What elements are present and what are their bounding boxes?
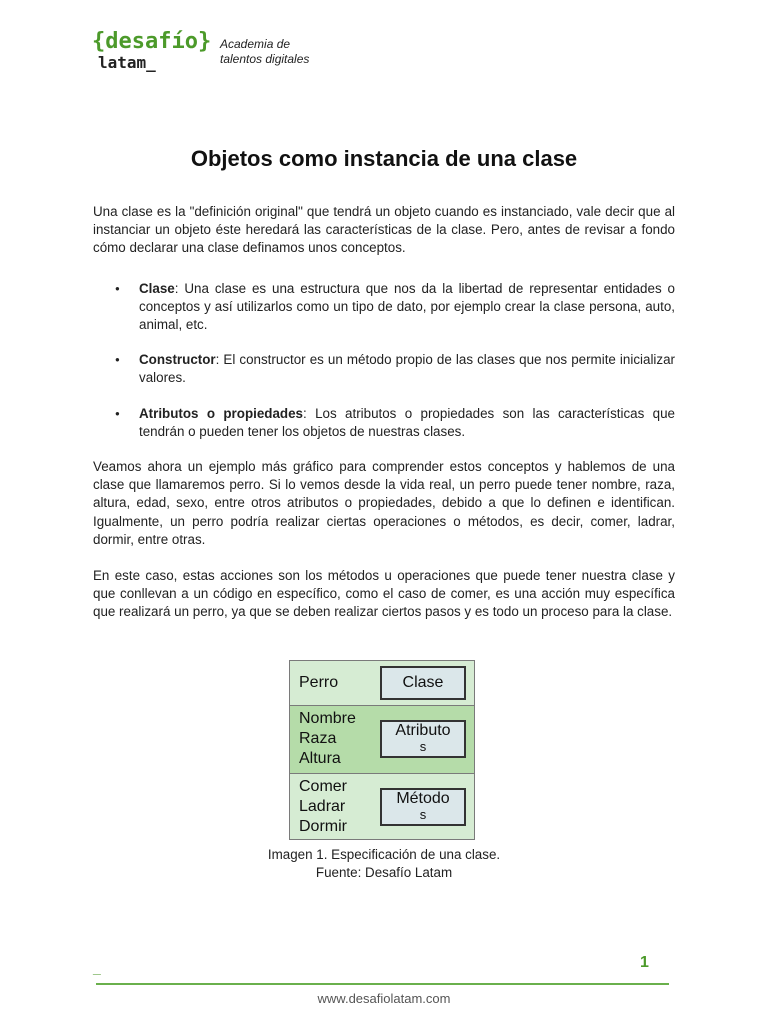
- logo-brand-text: {desafío}: [92, 29, 212, 54]
- intro-paragraph: Una clase es la "definición original" que tendrá un objeto cuando es instanciado, vale decir que al instanciar un objeto éste heredará las características de la clase. Pero, antes de revisar a fondo cómo declarar una clase definamos unos conceptos.: [93, 204, 675, 256]
- desafio-latam-logo: [92, 30, 211, 72]
- website-link[interactable]: www.desafiolatam.com: [317, 991, 451, 1006]
- document-body: [93, 203, 675, 622]
- definition-atributos: : Los atributos o propiedades son las características que tendrán o pueden tener los objetos de nuestras clases.: [139, 405, 675, 439]
- figure-caption: [0, 846, 768, 882]
- term-constructor: Constructor: [139, 352, 216, 368]
- methods-tag: [380, 788, 466, 826]
- attributes-tag: [380, 720, 466, 758]
- class-name-text: Perro: [299, 674, 339, 691]
- attributes-labels: [299, 709, 356, 769]
- term-atributos: Atributos o propiedades: [139, 405, 304, 421]
- diagram-row-methods: [290, 774, 474, 839]
- attributes-tag-line-2: s: [419, 739, 427, 754]
- footer-divider: [96, 983, 669, 985]
- term-clase: Clase: [139, 280, 175, 296]
- method-ladrar: Ladrar: [299, 798, 346, 815]
- definition-clase: : Una clase es una estructura que nos da la libertad de representar entidades o conceptos y así utilizarlos como un tipo de dato, por ejemplo crear la clase persona, auto, animal, etc.: [139, 280, 675, 333]
- attributes-tag-line-1: Atributo: [395, 722, 451, 739]
- concept-list: [93, 280, 675, 441]
- methods-paragraph: En este caso, estas acciones son los métodos u operaciones que puede tener nuestra clase y que conllevan a un código en específico, como el caso de comer, es una acción muy específica que realizará un perro, ya que se deben realizar ciertos pasos y es todo un proceso para la clase.: [93, 568, 675, 620]
- attribute-altura: Altura: [299, 750, 341, 767]
- diagram-row-class: [290, 661, 474, 706]
- definition-constructor: : El constructor es un método propio de las clases que nos permite inicializar valores.: [139, 352, 675, 386]
- method-comer: Comer: [299, 778, 348, 795]
- list-item-clase: [93, 280, 675, 335]
- tagline-line-2: talentos digitales: [220, 52, 310, 66]
- logo-latam-text: latam_: [98, 53, 156, 72]
- list-item-constructor: [93, 351, 675, 387]
- footer-cursor-mark: _: [93, 960, 101, 976]
- class-diagram: [289, 660, 475, 840]
- list-item-atributos: [93, 405, 675, 441]
- attribute-raza: Raza: [299, 730, 337, 747]
- class-name-label: [299, 673, 338, 693]
- caption-source: Fuente: Desafío Latam: [315, 865, 453, 880]
- methods-labels: [299, 777, 347, 837]
- method-dormir: Dormir: [299, 818, 347, 835]
- page-number: 1: [640, 954, 649, 971]
- example-paragraph: Veamos ahora un ejemplo más gráfico para comprender estos conceptos y hablemos de una clase que llamaremos perro. Si lo vemos desde la vida real, un perro puede tener nombre, raza, altura, edad, sexo, entre otros atributos o propiedades, debido a que lo definen e identifican. Igualmente, un perro podría realizar ciertas operaciones o métodos, es decir, comer, ladrar, dormir, entre otras.: [93, 459, 675, 547]
- methods-tag-line-2: s: [419, 807, 427, 822]
- tagline-line-1: Academia de: [220, 37, 291, 51]
- logo-tagline: [220, 37, 309, 67]
- page-title: Objetos como instancia de una clase: [190, 146, 578, 171]
- attribute-nombre: Nombre: [299, 710, 356, 727]
- methods-tag-line-1: Método: [396, 790, 450, 807]
- caption-line-1: Imagen 1. Especificación de una clase.: [267, 847, 501, 862]
- diagram-row-attributes: [290, 706, 474, 774]
- class-tag: Clase: [380, 666, 466, 700]
